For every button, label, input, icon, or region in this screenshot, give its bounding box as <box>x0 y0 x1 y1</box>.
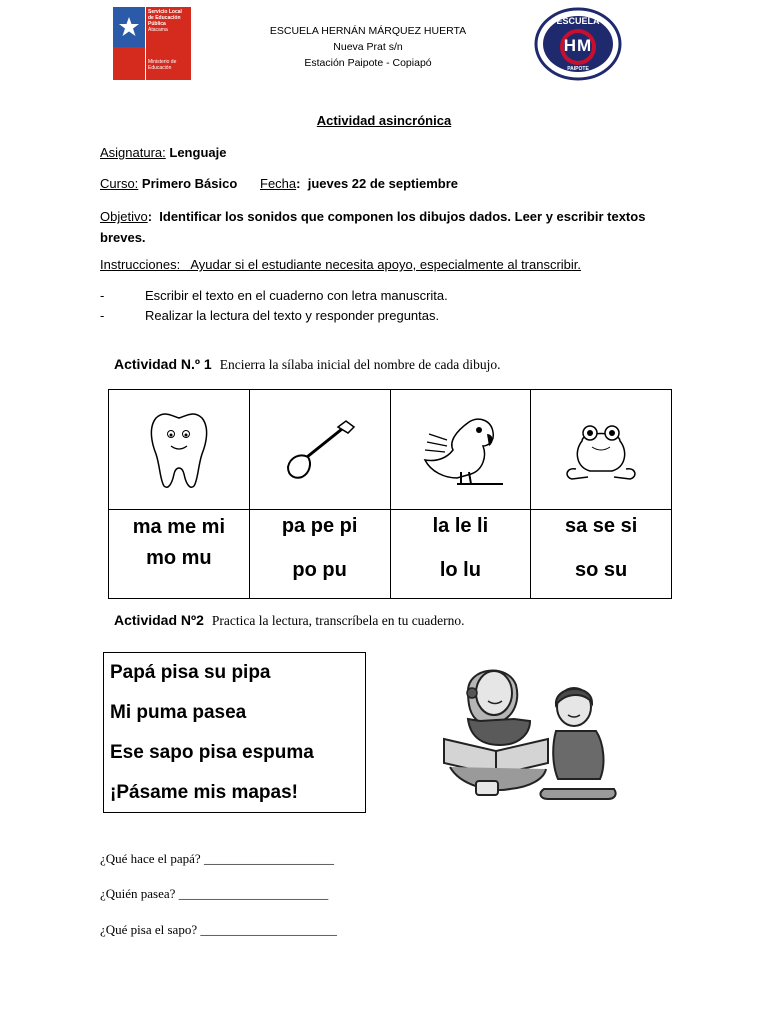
question-text: ¿Qué pisa el sapo? <box>100 922 198 937</box>
bullet-dash: - <box>100 308 105 323</box>
asignatura-line <box>100 145 226 160</box>
activity2-label: Actividad Nº2 <box>114 612 204 628</box>
answer-blank[interactable]: _______________________ <box>178 886 329 901</box>
curso-label: Curso: <box>100 176 139 191</box>
image-cell-parrot <box>390 390 531 510</box>
syllable-cell-l[interactable] <box>390 510 531 599</box>
logo-text-4: Atacama <box>148 27 168 33</box>
image-cell-shovel <box>249 390 390 510</box>
tooth-icon <box>146 410 212 490</box>
question-3 <box>100 922 337 938</box>
school-location: Estación Paipote - Copiapó <box>304 57 432 69</box>
reading-line: Papá pisa su pipa <box>110 662 271 683</box>
school-address: Nueva Prat s/n <box>333 41 403 53</box>
activity1-label: Actividad N.º 1 <box>114 356 212 372</box>
reading-line: Ese sapo pisa espuma <box>110 742 314 763</box>
syllables-line-1[interactable]: sa se si <box>564 515 638 537</box>
asignatura-label: Asignatura: <box>100 145 166 160</box>
instrucciones-text: Instrucciones: Ayudar si el estudiante necesita apoyo, especialmente al transcribir. <box>100 257 582 272</box>
syllable-cell-m[interactable] <box>109 510 250 599</box>
activity1-heading <box>114 356 500 373</box>
logo-text-2: de Educación <box>148 15 181 21</box>
reading-line: Mi puma pasea <box>110 702 247 723</box>
crest-bottom-text: PAIPOTE <box>567 66 589 72</box>
question-1 <box>100 851 334 867</box>
logo-text-6: Educación <box>148 65 172 71</box>
question-text: ¿Quién pasea? <box>100 886 176 901</box>
activity1-description: Encierra la sílaba inicial del nombre de cada dibujo. <box>219 357 501 372</box>
syllable-cell-s[interactable] <box>531 510 672 599</box>
ministry-logo <box>113 7 191 80</box>
reading-line: ¡Pásame mis mapas! <box>110 782 298 803</box>
fecha-value: jueves 22 de septiembre <box>307 176 459 191</box>
shovel-icon <box>280 415 360 485</box>
fecha-label: Fecha <box>260 176 297 191</box>
answer-blank[interactable]: _____________________ <box>200 922 337 937</box>
image-cell-frog <box>531 390 672 510</box>
school-info <box>240 23 496 71</box>
bullet-2 <box>100 308 439 323</box>
school-crest <box>534 7 622 81</box>
children-reading-illustration <box>440 655 620 808</box>
syllable-cell-p[interactable] <box>249 510 390 599</box>
syllables-line-1[interactable]: pa pe pi <box>281 515 358 537</box>
objetivo-block: Objetivo: Identificar los sonidos que componen los dibujos dados. Leer y escribir textos breves. <box>100 209 646 245</box>
frog-icon <box>562 417 640 483</box>
crest-top-text: ESCUELA <box>556 16 600 26</box>
logo-text-1: Servicio Local <box>148 9 182 15</box>
activity2-heading <box>114 612 465 629</box>
syllables-line-2[interactable]: mo mu <box>146 547 212 569</box>
objetivo-label: Objetivo <box>100 209 148 224</box>
syllables-line-2[interactable]: lo lu <box>439 559 481 581</box>
bullet-text: Realizar la lectura del texto y responder preguntas. <box>145 308 440 323</box>
syllables-line-2[interactable]: so su <box>575 559 628 581</box>
fecha-line: Fecha: jueves 22 de septiembre <box>260 176 459 191</box>
school-name: ESCUELA HERNÁN MÁRQUEZ HUERTA <box>269 25 467 37</box>
page-title: Actividad asincrónica <box>316 113 452 128</box>
image-cell-tooth <box>109 390 250 510</box>
instrucciones-line <box>100 257 581 272</box>
activity2-description: Practica la lectura, transcríbela en tu cuaderno. <box>211 613 465 628</box>
parrot-icon <box>417 412 503 488</box>
logo-text-5: Ministerio de <box>148 59 177 65</box>
asignatura-value: Lenguaje <box>169 145 227 160</box>
bullet-dash: - <box>100 288 105 303</box>
syllable-table <box>108 389 672 599</box>
curso-line <box>100 176 237 191</box>
curso-value: Primero Básico <box>141 176 238 191</box>
syllables-line-1[interactable]: la le li <box>432 515 489 537</box>
objetivo-text-2: breves. <box>100 230 146 245</box>
answer-blank[interactable]: ____________________ <box>203 851 334 866</box>
bullet-text: Escribir el texto en el cuaderno con letra manuscrita. <box>145 288 448 303</box>
crest-initials: HM <box>563 36 593 55</box>
syllables-line-2[interactable]: po pu <box>292 559 347 581</box>
reading-box <box>103 652 366 813</box>
syllables-line-1[interactable]: ma me mi <box>132 516 225 538</box>
bullet-1 <box>100 288 448 303</box>
logo-text-3: Pública <box>148 21 166 27</box>
objetivo-text-1: Identificar los sonidos que componen los dibujos dados. Leer y escribir textos <box>159 209 646 224</box>
question-text: ¿Qué hace el papá? <box>100 851 201 866</box>
children-reading-icon <box>440 655 620 803</box>
question-2 <box>100 886 328 902</box>
